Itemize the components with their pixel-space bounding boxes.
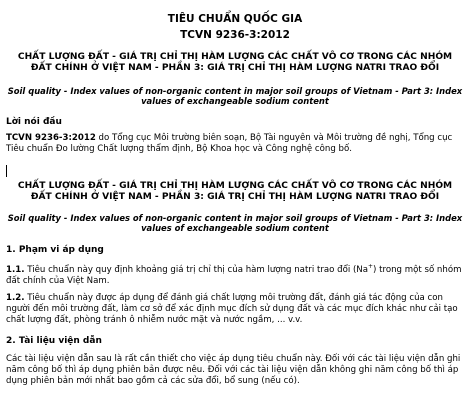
document-title: TIÊU CHUẨN QUỐC GIA — [167, 13, 303, 25]
foreword-title: Lời nói đầu — [6, 117, 62, 127]
heading-english: Soil quality - Index values of non-organic content in major soil groups of Vietnam - Part 3: Index values of exchangeable sodium content — [7, 86, 463, 107]
sodium-charge-superscript: + — [368, 263, 374, 270]
section-1-1-paragraph — [6, 263, 464, 287]
foreword-paragraph — [6, 133, 464, 155]
section-1-1-number: 1.1. — [6, 264, 25, 275]
section-2-title: 2. Tài liệu viện dẫn — [6, 336, 102, 346]
section-1-2-paragraph — [6, 293, 464, 326]
section-1-title: 1. Phạm vi áp dụng — [6, 245, 104, 255]
heading-english-repeat: Soil quality - Index values of non-organic content in major soil groups of Vietnam - Part 3: Index values of exchangeable sodium content — [7, 213, 463, 234]
foreword-code: TCVN 9236-3:2012 — [6, 133, 96, 143]
section-2-paragraph: Các tài liệu viện dẫn sau là rất cần thiết cho việc áp dụng tiêu chuẩn này. Đối với các tài liệu viện dẫn ghi năm công bố thì áp dụng phiên bản được nêu. Đối với các tài liệu viện dẫn không ghi năm công bố thì áp dụng phiên bản mới nhất bao gồm cả các sửa đổi, bổ sung (nếu có). — [6, 354, 461, 386]
text-cursor — [6, 165, 7, 177]
section-1-1-text: Tiêu chuẩn này quy định khoảng giá trị chỉ thị của hàm lượng natri trao đổi (Na — [24, 264, 369, 275]
heading-vietnamese: CHẤT LƯỢNG ĐẤT - GIÁ TRỊ CHỈ THỊ HÀM LƯỢNG CÁC CHẤT VÔ CƠ TRONG CÁC NHÓM ĐẤT CHÍNH Ở VIỆT NAM - PHẦN 3: GIÁ TRỊ CHỈ THỊ HÀM LƯỢNG NATRI TRAO ĐỔI — [17, 52, 453, 74]
section-1-2-text: Tiêu chuẩn này được áp dụng để đánh giá chất lượng môi trường đất, đánh giá tác động của con người đến môi trường đất, làm cơ sở để xác định mục đích sử dụng đất và các mục đích khác như cải tạo chất lượng đất, phòng tránh ô nhiễm nước mặt và nước ngầm, ... v.v. — [6, 293, 458, 325]
foreword-text: do Tổng cục Môi trường biên soạn, Bộ Tài nguyên và Môi trường đề nghị, Tổng cục Tiêu chuẩn Đo lường Chất lượng thẩm định, Bộ Khoa học và Công nghệ công bố. — [6, 133, 453, 154]
section-1-1-tail: ) trong một số nhóm đất chính của Việt Nam. — [6, 264, 462, 286]
document-code: TCVN 9236-3:2012 — [180, 29, 290, 41]
section-1-2-number: 1.2. — [6, 293, 25, 303]
heading-vietnamese-repeat: CHẤT LƯỢNG ĐẤT - GIÁ TRỊ CHỈ THỊ HÀM LƯỢNG CÁC CHẤT VÔ CƠ TRONG CÁC NHÓM ĐẤT CHÍNH Ở VIỆT NAM - PHẦN 3: GIÁ TRỊ CHỈ THỊ HÀM LƯỢNG NATRI TRAO ĐỔI — [17, 181, 453, 203]
